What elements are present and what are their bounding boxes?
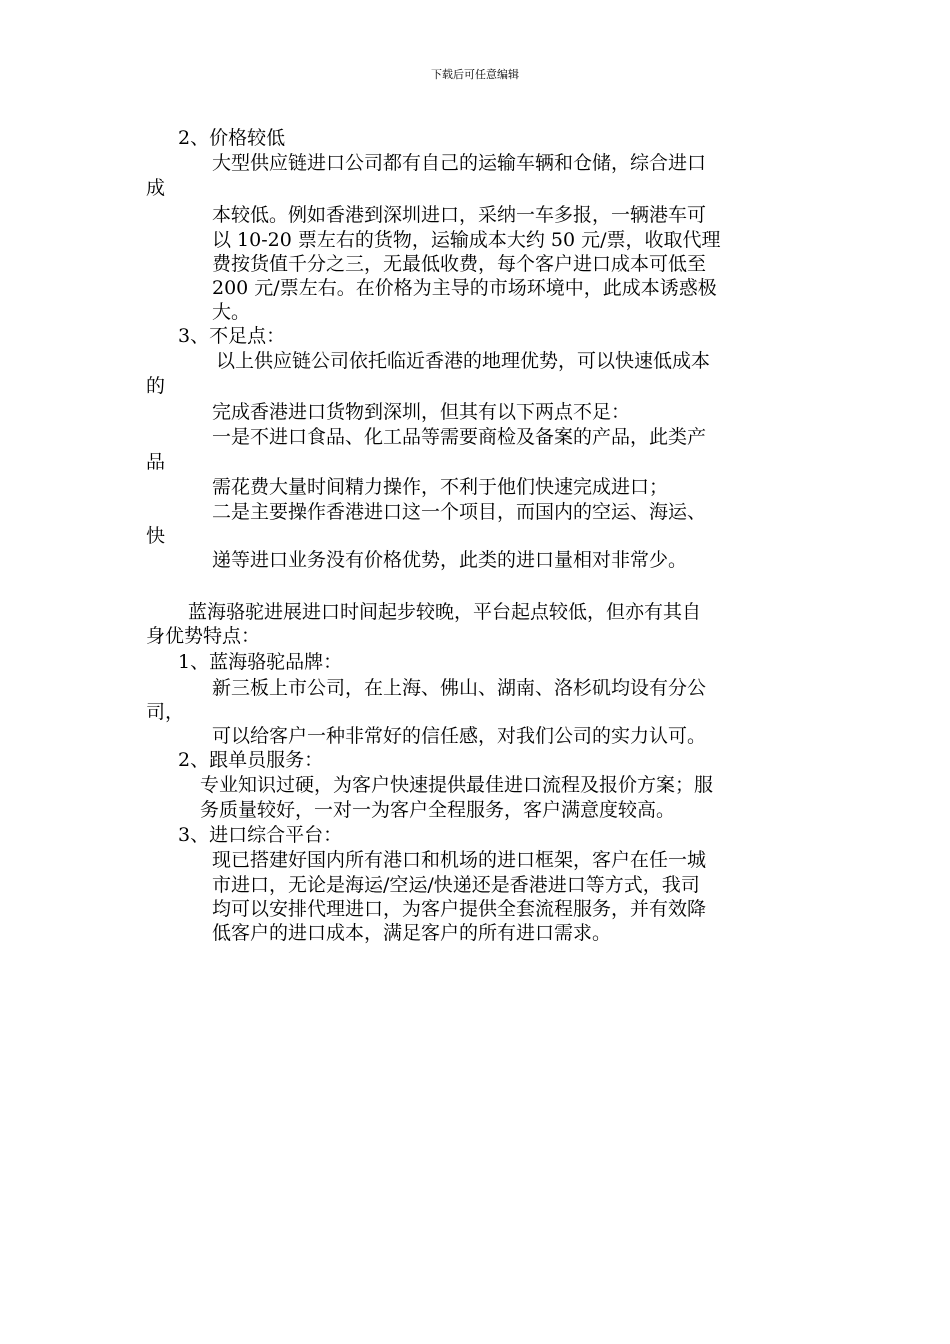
paragraph-line: 需花费大量时间精力操作，不利于他们快速完成进口； bbox=[212, 476, 669, 498]
paragraph-line: 可以给客户一种非常好的信任感，对我们公司的实力认可。 bbox=[212, 725, 707, 747]
paragraph-line: 蓝海骆驼进展进口时间起步较晚，平台起点较低，但亦有其自 bbox=[188, 601, 702, 623]
section-heading-platform: 3、进口综合平台： bbox=[178, 824, 343, 846]
paragraph-line: 低客户的进口成本，满足客户的所有进口需求。 bbox=[212, 922, 612, 944]
paragraph-line: 市进口，无论是海运/空运/快递还是香港进口等方式，我司 bbox=[212, 874, 700, 896]
paragraph-line: 一是不进口食品、化工品等需要商检及备案的产品，此类产 bbox=[212, 426, 707, 448]
paragraph-line: 专业知识过硬，为客户快速提供最佳进口流程及报价方案；服 bbox=[200, 774, 714, 796]
paragraph-line: 200 元/票左右。在价格为主导的市场环境中，此成本诱惑极 bbox=[212, 277, 717, 299]
paragraph-line: 本较低。例如香港到深圳进口，采纳一车多报，一辆港车可 bbox=[212, 204, 707, 226]
paragraph-line-wrap: 的 bbox=[146, 375, 166, 397]
paragraph-line: 二是主要操作香港进口这一个项目，而国内的空运、海运、 bbox=[212, 501, 707, 523]
paragraph-line: 新三板上市公司，在上海、佛山、湖南、洛杉矶均设有分公 bbox=[212, 677, 707, 699]
paragraph-line: 务质量较好，一对一为客户全程服务，客户满意度较高。 bbox=[200, 799, 676, 821]
section-heading-shortcomings: 3、不足点： bbox=[178, 325, 286, 347]
paragraph-line: 费按货值千分之三，无最低收费，每个客户进口成本可低至 bbox=[212, 253, 707, 275]
section-heading-brand: 1、蓝海骆驼品牌： bbox=[178, 651, 343, 673]
paragraph-line: 递等进口业务没有价格优势，此类的进口量相对非常少。 bbox=[212, 549, 688, 571]
section-heading-price: 2、价格较低 bbox=[178, 127, 286, 149]
paragraph-line: 以上供应链公司依托临近香港的地理优势，可以快速低成本 bbox=[216, 350, 711, 372]
paragraph-line: 现已搭建好国内所有港口和机场的进口框架，客户在任一城 bbox=[212, 849, 707, 871]
paragraph-line-wrap: 司， bbox=[146, 701, 185, 723]
section-heading-service: 2、跟单员服务： bbox=[178, 749, 324, 771]
paragraph-line: 均可以安排代理进口，为客户提供全套流程服务，并有效降 bbox=[212, 898, 707, 920]
paragraph-line: 身优势特点： bbox=[146, 625, 261, 647]
paragraph-line-wrap: 快 bbox=[146, 525, 166, 547]
paragraph-line-wrap: 成 bbox=[146, 177, 166, 199]
paragraph-line: 以 10-20 票左右的货物，运输成本大约 50 元/票，收取代理 bbox=[212, 229, 721, 251]
paragraph-line: 大。 bbox=[212, 301, 251, 323]
paragraph-line: 大型供应链进口公司都有自己的运输车辆和仓储，综合进口 bbox=[212, 152, 707, 174]
paragraph-line-wrap: 品 bbox=[146, 451, 166, 473]
page-header: 下载后可任意编辑 bbox=[431, 68, 519, 81]
paragraph-line: 完成香港进口货物到深圳，但其有以下两点不足： bbox=[212, 401, 631, 423]
